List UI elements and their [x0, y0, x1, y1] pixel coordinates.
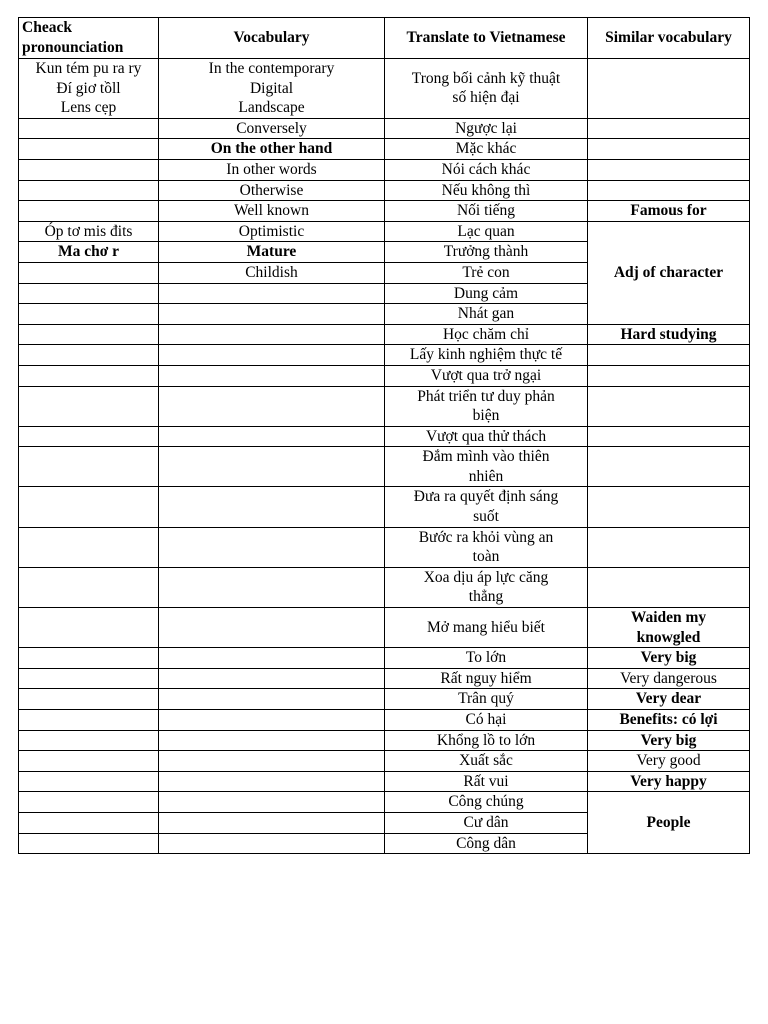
translation-cell: Nói cách khác	[385, 159, 588, 180]
pronunciation-cell	[19, 386, 159, 426]
pronunciation-cell	[19, 792, 159, 813]
pronunciation-cell	[19, 365, 159, 386]
translation-cell: Vượt qua trở ngại	[385, 365, 588, 386]
vocabulary-cell	[159, 833, 385, 854]
translation-cell: Phát triển tư duy phản biện	[385, 386, 588, 426]
vocabulary-cell: Childish	[159, 262, 385, 283]
pronunciation-cell	[19, 567, 159, 607]
similar-cell	[588, 159, 750, 180]
similar-cell	[588, 59, 750, 119]
vocabulary-cell	[159, 386, 385, 426]
similar-cell	[588, 139, 750, 160]
pronunciation-cell	[19, 771, 159, 792]
table-row	[19, 567, 750, 607]
vocabulary-cell: In the contemporary Digital Landscape	[159, 59, 385, 119]
translation-cell: Trong bối cảnh kỹ thuật số hiện đại	[385, 59, 588, 119]
table-row	[19, 771, 750, 792]
translation-cell: Bước ra khỏi vùng an toàn	[385, 527, 588, 567]
similar-cell: Hard studying	[588, 324, 750, 345]
table-row	[19, 487, 750, 527]
pronunciation-cell	[19, 201, 159, 222]
translation-cell: Nếu không thì	[385, 180, 588, 201]
table-row	[19, 648, 750, 669]
header-translation: Translate to Vietnamese	[385, 18, 588, 59]
table-row	[19, 201, 750, 222]
vocabulary-cell	[159, 345, 385, 366]
table-row	[19, 751, 750, 772]
vocabulary-cell: Mature	[159, 242, 385, 263]
translation-cell: Đưa ra quyết định sáng suốt	[385, 487, 588, 527]
translation-cell: Nhát gan	[385, 304, 588, 325]
vocabulary-cell: Optimistic	[159, 221, 385, 242]
vocabulary-cell	[159, 567, 385, 607]
translation-cell: Mở mang hiểu biết	[385, 608, 588, 648]
table-row	[19, 139, 750, 160]
pronunciation-cell	[19, 487, 159, 527]
vocabulary-cell	[159, 689, 385, 710]
pronunciation-cell	[19, 159, 159, 180]
pronunciation-cell	[19, 139, 159, 160]
header-pronunciation: Cheack pronounciation	[19, 18, 159, 59]
table-row	[19, 730, 750, 751]
translation-cell: Rất nguy hiểm	[385, 668, 588, 689]
translation-cell: Học chăm chỉ	[385, 324, 588, 345]
similar-cell	[588, 180, 750, 201]
translation-cell: Trưởng thành	[385, 242, 588, 263]
translation-cell: Trẻ con	[385, 262, 588, 283]
vocabulary-cell	[159, 487, 385, 527]
table-row	[19, 221, 750, 242]
table-row	[19, 689, 750, 710]
pronunciation-cell	[19, 447, 159, 487]
table-row	[19, 324, 750, 345]
similar-cell	[588, 527, 750, 567]
vocabulary-cell	[159, 730, 385, 751]
pronunciation-cell	[19, 118, 159, 139]
pronunciation-cell	[19, 710, 159, 731]
vocabulary-cell	[159, 608, 385, 648]
translation-cell: Trân quý	[385, 689, 588, 710]
pronunciation-cell	[19, 833, 159, 854]
header-vocabulary: Vocabulary	[159, 18, 385, 59]
pronunciation-cell	[19, 730, 159, 751]
vocabulary-cell	[159, 304, 385, 325]
vocabulary-cell: Otherwise	[159, 180, 385, 201]
vocabulary-cell	[159, 771, 385, 792]
vocabulary-cell	[159, 365, 385, 386]
pronunciation-cell	[19, 689, 159, 710]
table-row	[19, 792, 750, 813]
translation-cell: Đắm mình vào thiên nhiên	[385, 447, 588, 487]
vocabulary-cell	[159, 668, 385, 689]
header-row	[19, 18, 750, 59]
similar-cell: People	[588, 792, 750, 854]
similar-cell	[588, 447, 750, 487]
translation-cell: Vượt qua thử thách	[385, 426, 588, 447]
translation-cell: Lạc quan	[385, 221, 588, 242]
pronunciation-cell	[19, 527, 159, 567]
pronunciation-cell	[19, 426, 159, 447]
similar-cell: Benefits: có lợi	[588, 710, 750, 731]
pronunciation-cell	[19, 608, 159, 648]
table-row	[19, 527, 750, 567]
similar-cell	[588, 118, 750, 139]
pronunciation-cell	[19, 648, 159, 669]
vocabulary-cell	[159, 792, 385, 813]
table-row	[19, 180, 750, 201]
translation-cell: Dung cảm	[385, 283, 588, 304]
similar-cell: Waiden my knowgled	[588, 608, 750, 648]
vocabulary-cell	[159, 710, 385, 731]
pronunciation-cell: Kun tém pu ra ry Đí giơ tồll Lens cẹp	[19, 59, 159, 119]
header-similar: Similar vocabulary	[588, 18, 750, 59]
pronunciation-cell	[19, 812, 159, 833]
table-row	[19, 710, 750, 731]
vocabulary-cell	[159, 812, 385, 833]
table-row	[19, 118, 750, 139]
vocabulary-cell	[159, 751, 385, 772]
table-row	[19, 447, 750, 487]
similar-cell	[588, 487, 750, 527]
translation-cell: Công dân	[385, 833, 588, 854]
translation-cell: Mặc khác	[385, 139, 588, 160]
table-row	[19, 59, 750, 119]
pronunciation-cell	[19, 324, 159, 345]
vocabulary-cell	[159, 283, 385, 304]
similar-cell	[588, 345, 750, 366]
pronunciation-cell	[19, 751, 159, 772]
vocabulary-cell	[159, 426, 385, 447]
table-row	[19, 386, 750, 426]
translation-cell: Công chúng	[385, 792, 588, 813]
similar-cell: Very dear	[588, 689, 750, 710]
vocabulary-table	[18, 17, 750, 854]
similar-cell: Very big	[588, 730, 750, 751]
pronunciation-cell	[19, 304, 159, 325]
similar-cell	[588, 426, 750, 447]
vocabulary-cell	[159, 447, 385, 487]
translation-cell: Có hại	[385, 710, 588, 731]
similar-cell: Very happy	[588, 771, 750, 792]
table-row	[19, 345, 750, 366]
pronunciation-cell: Ma chơ r	[19, 242, 159, 263]
vocabulary-cell	[159, 648, 385, 669]
translation-cell: To lớn	[385, 648, 588, 669]
translation-cell: Khổng lồ to lớn	[385, 730, 588, 751]
pronunciation-cell	[19, 180, 159, 201]
translation-cell: Cư dân	[385, 812, 588, 833]
vocabulary-cell: Conversely	[159, 118, 385, 139]
similar-cell: Famous for	[588, 201, 750, 222]
similar-cell: Very good	[588, 751, 750, 772]
similar-cell	[588, 365, 750, 386]
pronunciation-cell	[19, 262, 159, 283]
vocabulary-cell: In other words	[159, 159, 385, 180]
similar-cell: Very dangerous	[588, 668, 750, 689]
pronunciation-cell: Óp tơ mis đits	[19, 221, 159, 242]
similar-cell	[588, 567, 750, 607]
translation-cell: Xuất sắc	[385, 751, 588, 772]
vocabulary-cell: Well known	[159, 201, 385, 222]
similar-cell: Adj of character	[588, 221, 750, 324]
vocabulary-cell: On the other hand	[159, 139, 385, 160]
table-row	[19, 668, 750, 689]
translation-cell: Xoa dịu áp lực căng thẳng	[385, 567, 588, 607]
table-row	[19, 608, 750, 648]
translation-cell: Ngược lại	[385, 118, 588, 139]
pronunciation-cell	[19, 345, 159, 366]
similar-cell: Very big	[588, 648, 750, 669]
translation-cell: Rất vui	[385, 771, 588, 792]
pronunciation-cell	[19, 668, 159, 689]
translation-cell: Lấy kinh nghiệm thực tế	[385, 345, 588, 366]
vocabulary-cell	[159, 527, 385, 567]
vocabulary-cell	[159, 324, 385, 345]
table-row	[19, 365, 750, 386]
similar-cell	[588, 386, 750, 426]
pronunciation-cell	[19, 283, 159, 304]
translation-cell: Nối tiếng	[385, 201, 588, 222]
table-row	[19, 426, 750, 447]
table-row	[19, 159, 750, 180]
